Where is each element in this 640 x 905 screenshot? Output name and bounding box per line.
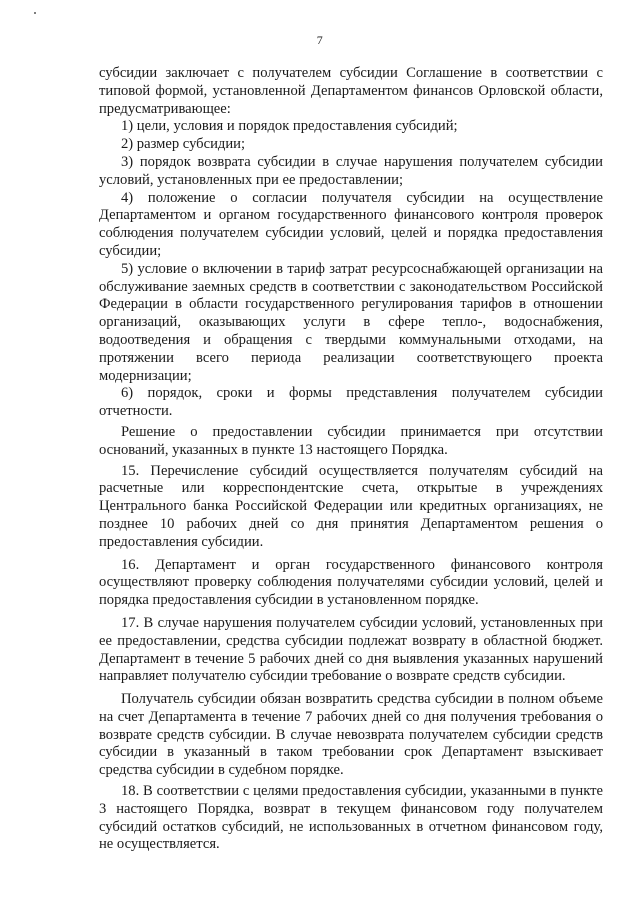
paragraph-decision: Решение о предоставлении субсидии принимается при отсутствии оснований, указанных в пункте 13 настоящего Порядка. xyxy=(99,423,603,458)
list-item-1: 1) цели, условия и порядок предоставления субсидий; xyxy=(121,118,458,135)
scan-speck xyxy=(34,12,36,14)
list-item-2: 2) размер субсидии; xyxy=(121,136,245,153)
paragraph-15: 15. Перечисление субсидий осуществляется получателям субсидий на расчетные или корреспондентские счета, открытые в учреждениях Центрального банка Российской Федерации или кредитных организациях, не позднее 10 рабочих дней со дня принятия Департаментом решения о предоставления субсидии. xyxy=(99,462,603,550)
document-body xyxy=(99,65,603,854)
list-item-6: 6) порядок, сроки и формы представления получателем субсидии отчетности. xyxy=(99,385,603,420)
paragraph-refund: Получатель субсидии обязан возвратить средства субсидии в полном объеме на счет Департамента в течение 7 рабочих дней со дня получения требования о возврате средств субсидии. В случае невозврата получателем субсидии средств субсидии в указанный в таком требовании срок Департамент взыскивает средства субсидии в судебном порядке. xyxy=(99,691,603,779)
paragraph-16: 16. Департамент и орган государственного финансового контроля осуществляют проверку соблюдения получателями субсидии условий, целей и порядка предоставления субсидии в установленном порядке. xyxy=(99,556,603,609)
list-item-5: 5) условие о включении в тариф затрат ресурсоснабжающей организации на обслуживание заемных средств в соответствии с законодательством Российской Федерации в области государственного регулирования тарифов в отношении организаций, оказывающих услуги в сфере тепло-, водоснабжения, водоотведения и обращения с твердыми коммунальными отходами, на протяжении всего периода реализации соответствующего проекта модернизации; xyxy=(99,260,603,384)
paragraph-18: 18. В соответствии с целями предоставления субсидии, указанными в пункте 3 настоящего Порядка, возврат в текущем финансовом году получателем субсидий остатков субсидий, не использованных в отчетном финансовом году, не осуществляется. xyxy=(99,783,603,853)
paragraph-agreement-intro: субсидии заключает с получателем субсидии Соглашение в соответствии с типовой формой, установленной Департаментом финансов Орловской области, предусматривающее: xyxy=(99,65,603,117)
list-item-4: 4) положение о согласии получателя субсидии на осуществление Департаментом и органом государственного финансового контроля проверок соблюдения получателем субсидии условий, целей и порядка предоставления субсидии; xyxy=(99,189,603,259)
paragraph-17: 17. В случае нарушения получателем субсидии условий, установленных при ее предоставлении, средства субсидии подлежат возврату в областной бюджет. Департамент в течение 5 рабочих дней со дня выявления указанных нарушений направляет получателю субсидии требование о возврате средств субсидии. xyxy=(99,614,603,685)
list-item-3: 3) порядок возврата субсидии в случае нарушения получателем субсидии условий, установленных при ее предоставлении; xyxy=(99,153,603,188)
page-number: 7 xyxy=(316,33,324,47)
